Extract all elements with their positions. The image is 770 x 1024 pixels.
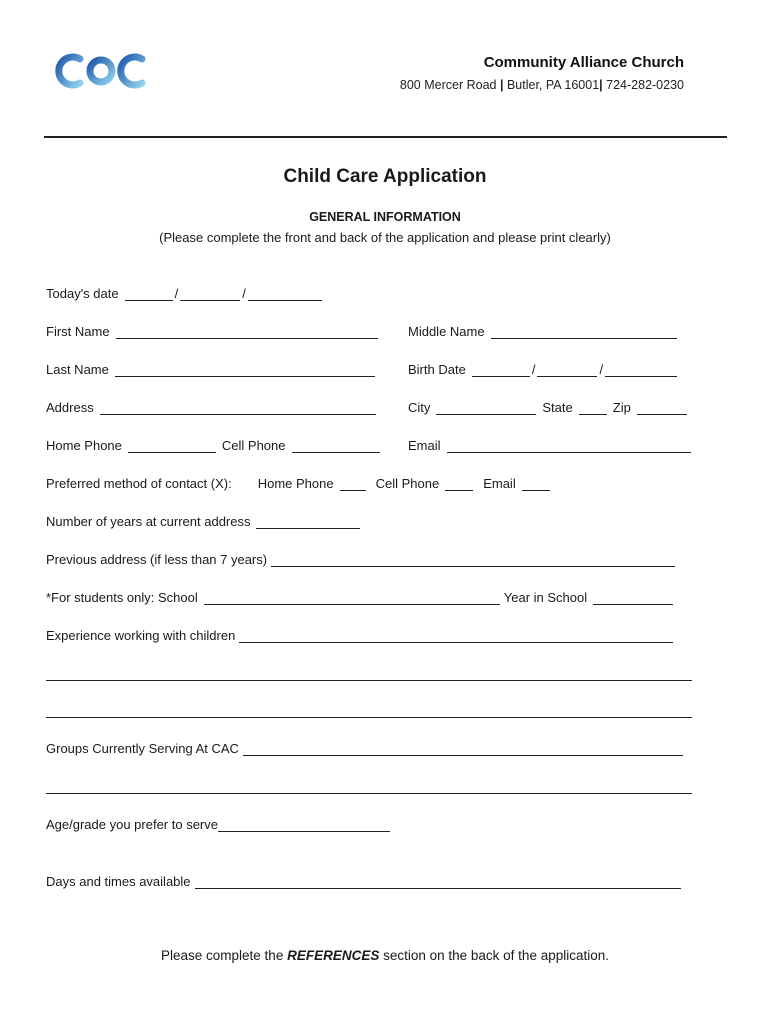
city-label: City — [408, 400, 431, 415]
first-name-row — [46, 324, 380, 339]
birth-year-blank[interactable] — [605, 363, 677, 377]
year-in-school-label: Year in School — [503, 590, 588, 605]
date-month-blank[interactable] — [125, 287, 173, 301]
groups-serving-field[interactable] — [243, 742, 683, 756]
footer-references-emphasis: REFERENCES — [287, 948, 380, 963]
todays-date-row — [46, 286, 324, 301]
city-state-zip-row — [408, 400, 689, 415]
experience-label: Experience working with children — [46, 628, 236, 643]
references-note — [0, 948, 770, 963]
date-separator: / — [531, 362, 536, 377]
days-times-label: Days and times available — [46, 874, 191, 889]
email-row — [408, 438, 693, 453]
first-name-label: First Name — [46, 324, 110, 339]
years-at-address-label: Number of years at current address — [46, 514, 251, 529]
zip-label: Zip — [612, 400, 631, 415]
contact-cell-phone-check[interactable] — [445, 477, 473, 491]
school-label: *For students only: School — [46, 590, 198, 605]
last-name-label: Last Name — [46, 362, 109, 377]
preferred-contact-row — [46, 476, 552, 491]
zip-field[interactable] — [637, 401, 687, 415]
page-title: Child Care Application — [283, 166, 487, 187]
cell-phone-field[interactable] — [292, 439, 380, 453]
instructions: (Please complete the front and back of the application and please print clearly) — [159, 230, 611, 245]
home-phone-label: Home Phone — [46, 438, 122, 453]
date-separator: / — [242, 286, 246, 301]
experience-field[interactable] — [239, 629, 673, 643]
contact-home-phone-check[interactable] — [340, 477, 366, 491]
years-at-address-row — [46, 514, 362, 529]
footer-text-after: section on the back of the application. — [379, 948, 609, 963]
date-year-blank[interactable] — [248, 287, 322, 301]
middle-name-label: Middle Name — [408, 324, 485, 339]
school-field[interactable] — [204, 591, 500, 605]
age-grade-field[interactable] — [218, 818, 390, 832]
contact-home-phone-label: Home Phone — [257, 476, 334, 491]
previous-address-row — [46, 552, 677, 567]
date-separator: / — [599, 362, 604, 377]
address-label: Address — [46, 400, 94, 415]
header-divider — [44, 136, 727, 138]
contact-email-label: Email — [483, 476, 516, 491]
birth-month-blank[interactable] — [472, 363, 530, 377]
section-heading: GENERAL INFORMATION — [309, 210, 461, 224]
middle-name-row — [408, 324, 679, 339]
todays-date-label: Today's date — [46, 286, 119, 301]
birth-date-row — [408, 362, 679, 377]
organization-info — [400, 54, 684, 92]
first-name-field[interactable] — [116, 325, 378, 339]
groups-serving-label: Groups Currently Serving At CAC — [46, 741, 239, 756]
separator: | — [499, 78, 504, 92]
separator: | — [599, 78, 603, 92]
address-row — [46, 400, 378, 415]
preferred-contact-label: Preferred method of contact (X): — [46, 476, 232, 491]
city-field[interactable] — [436, 401, 536, 415]
state-label: State — [542, 400, 573, 415]
phone-row — [46, 438, 382, 453]
experience-line-2[interactable] — [46, 680, 692, 681]
year-in-school-field[interactable] — [593, 591, 673, 605]
experience-row — [46, 628, 675, 643]
org-name: Community Alliance Church — [483, 54, 684, 71]
home-phone-field[interactable] — [128, 439, 216, 453]
experience-line-3[interactable] — [46, 717, 692, 718]
org-phone: 724-282-0230 — [606, 78, 684, 92]
days-times-row — [46, 874, 683, 889]
age-grade-label: Age/grade you prefer to serve — [46, 817, 218, 832]
address-field[interactable] — [100, 401, 376, 415]
contact-cell-phone-label: Cell Phone — [375, 476, 440, 491]
days-times-field[interactable] — [195, 875, 681, 889]
org-city: Butler, PA 16001 — [506, 78, 600, 92]
years-at-address-field[interactable] — [256, 515, 360, 529]
school-row — [46, 590, 675, 605]
date-separator: / — [174, 286, 179, 301]
email-label: Email — [408, 438, 441, 453]
footer-text-before: Please complete the — [161, 948, 288, 963]
org-address — [400, 78, 684, 92]
groups-serving-row — [46, 741, 685, 756]
groups-serving-line-2[interactable] — [46, 793, 692, 794]
cac-logo — [54, 50, 146, 92]
cell-phone-label: Cell Phone — [221, 438, 286, 453]
email-field[interactable] — [447, 439, 691, 453]
state-field[interactable] — [579, 401, 607, 415]
age-grade-row — [46, 817, 392, 832]
last-name-field[interactable] — [115, 363, 375, 377]
last-name-row — [46, 362, 377, 377]
previous-address-label: Previous address (if less than 7 years) — [46, 552, 268, 567]
birth-date-label: Birth Date — [408, 362, 466, 377]
contact-email-check[interactable] — [522, 477, 550, 491]
org-street: 800 Mercer Road — [399, 78, 497, 92]
birth-day-blank[interactable] — [537, 363, 597, 377]
date-day-blank[interactable] — [180, 287, 240, 301]
previous-address-field[interactable] — [271, 553, 675, 567]
middle-name-field[interactable] — [491, 325, 677, 339]
